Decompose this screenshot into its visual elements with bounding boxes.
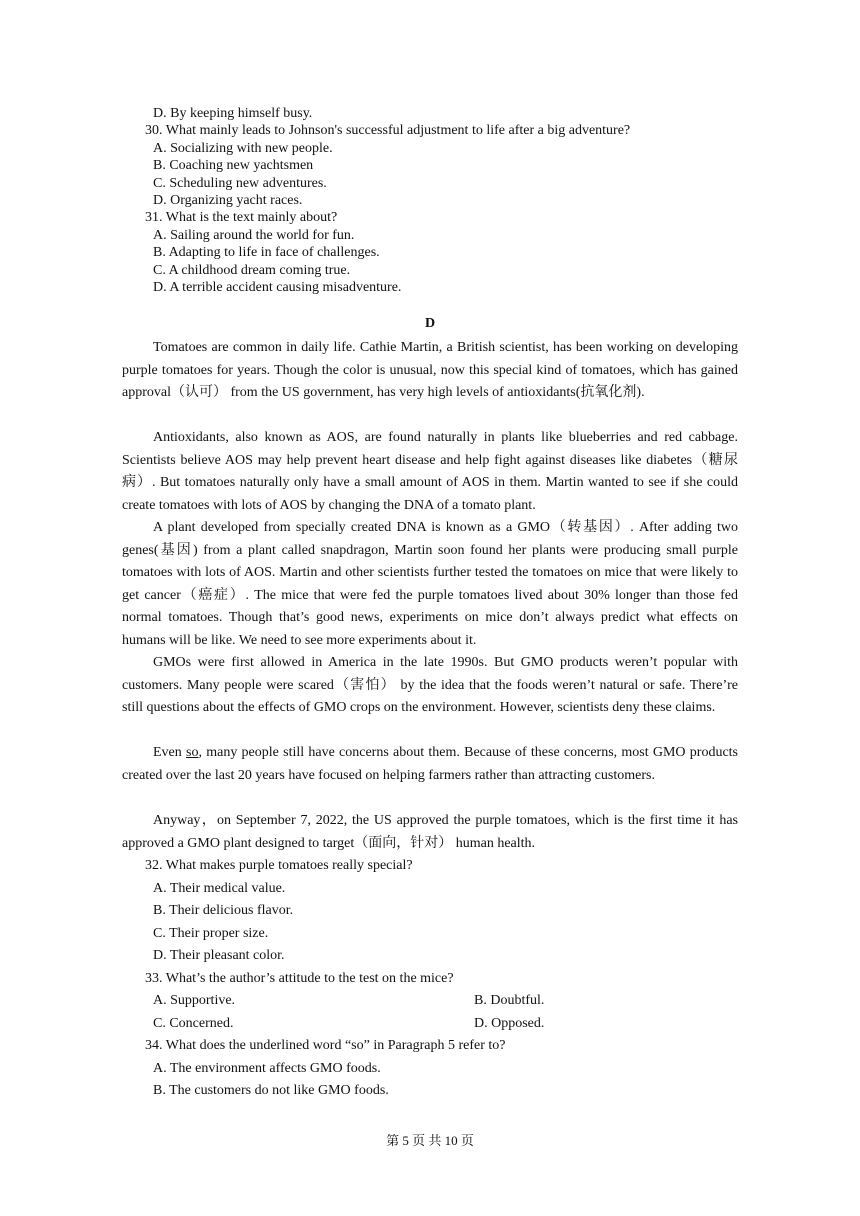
q34-option-a: A. The environment affects GMO foods.	[153, 1061, 381, 1076]
q33-stem: 33. What’s the author’s attitude to the test on the mice?	[145, 971, 454, 986]
q34-option-b: B. The customers do not like GMO foods.	[153, 1083, 389, 1098]
paragraph-1: Tomatoes are common in daily life. Cathie Martin, a British scientist, has been working on developing purple tomatoes for years. Though the color is unusual, now this special kind of tomatoes, which has gained approval（认可） from the US government, has very high levels of antioxidants(抗氧化剂).	[122, 340, 738, 400]
q30-option-b: B. Coaching new yachtsmen	[153, 158, 314, 173]
page-footer: 第 5 页 共 10 页	[386, 1133, 474, 1148]
paragraph-5	[122, 742, 738, 787]
q33-option-b: B. Doubtful.	[474, 993, 545, 1008]
q33-option-a: A. Supportive.	[153, 993, 236, 1008]
q30-option-c: C. Scheduling new adventures.	[153, 176, 327, 191]
underlined-word: so	[186, 745, 199, 760]
paragraph-4: GMOs were first allowed in America in the late 1990s. But GMO products weren’t popular with customers. Many people were scared（害怕） by the idea that the foods weren’t natural or safe. There’re still questions about the effects of GMO crops on the environment. However, scientists deny these claims.	[122, 655, 738, 715]
paragraph-6: Anyway，on September 7, 2022, the US approved the purple tomatoes, which is the first time it has approved a GMO plant designed to target（面向，针对） human health.	[122, 813, 738, 851]
q30-option-d: D. Organizing yacht races.	[153, 193, 303, 208]
paragraph-2: Antioxidants, also known as AOS, are found naturally in plants like blueberries and red cabbage. Scientists believe AOS may help prevent heart disease and help fight against diseases like diabetes（糖尿病）. But tomatoes naturally only have a small amount of AOS in them. Martin wanted to see if she could create tomatoes with lots of AOS by changing the DNA of a tomato plant.	[122, 430, 738, 513]
q33-option-c: C. Concerned.	[153, 1016, 234, 1031]
q31-option-b: B. Adapting to life in face of challenges.	[153, 245, 380, 260]
q31-option-c: C. A childhood dream coming true.	[153, 263, 351, 278]
p5-after: , many people still have concerns about them. Because of these concerns, most GMO products created over the last 20 years have focused on helping farmers rather than attracting customers.	[122, 745, 739, 783]
q32-stem: 32. What makes purple tomatoes really special?	[145, 858, 413, 873]
q31-option-a: A. Sailing around the world for fun.	[153, 228, 355, 243]
q32-option-a: A. Their medical value.	[153, 881, 286, 896]
q30-option-a: A. Socializing with new people.	[153, 141, 333, 156]
q33-option-d: D. Opposed.	[474, 1016, 545, 1031]
q31-option-d: D. A terrible accident causing misadventure.	[153, 280, 402, 295]
q29-option-d: D. By keeping himself busy.	[153, 106, 313, 121]
paragraph-3: A plant developed from specially created DNA is known as a GMO（转基因）. After adding two genes(基因) from a plant called snapdragon, Martin soon found her plants were producing small purple tomatoes with lots of AOS. Martin and other scientists further tested the tomatoes on mice that were likely to get cancer（癌症）. The mice that were fed the purple tomatoes lived about 30% longer than those fed normal tomatoes. Though that’s good news, experiments on mice don’t always predict what effects on humans will be like. We need to see more experiments about it.	[122, 520, 738, 648]
p5-before: Even	[153, 745, 187, 760]
section-title: D	[424, 316, 436, 331]
q30-stem: 30. What mainly leads to Johnson's successful adjustment to life after a big adventure?	[145, 123, 631, 138]
q32-option-d: D. Their pleasant color.	[153, 948, 285, 963]
q32-option-c: C. Their proper size.	[153, 926, 269, 941]
q32-option-b: B. Their delicious flavor.	[153, 903, 294, 918]
q34-stem: 34. What does the underlined word “so” in Paragraph 5 refer to?	[145, 1038, 506, 1053]
q31-stem: 31. What is the text mainly about?	[145, 210, 338, 225]
